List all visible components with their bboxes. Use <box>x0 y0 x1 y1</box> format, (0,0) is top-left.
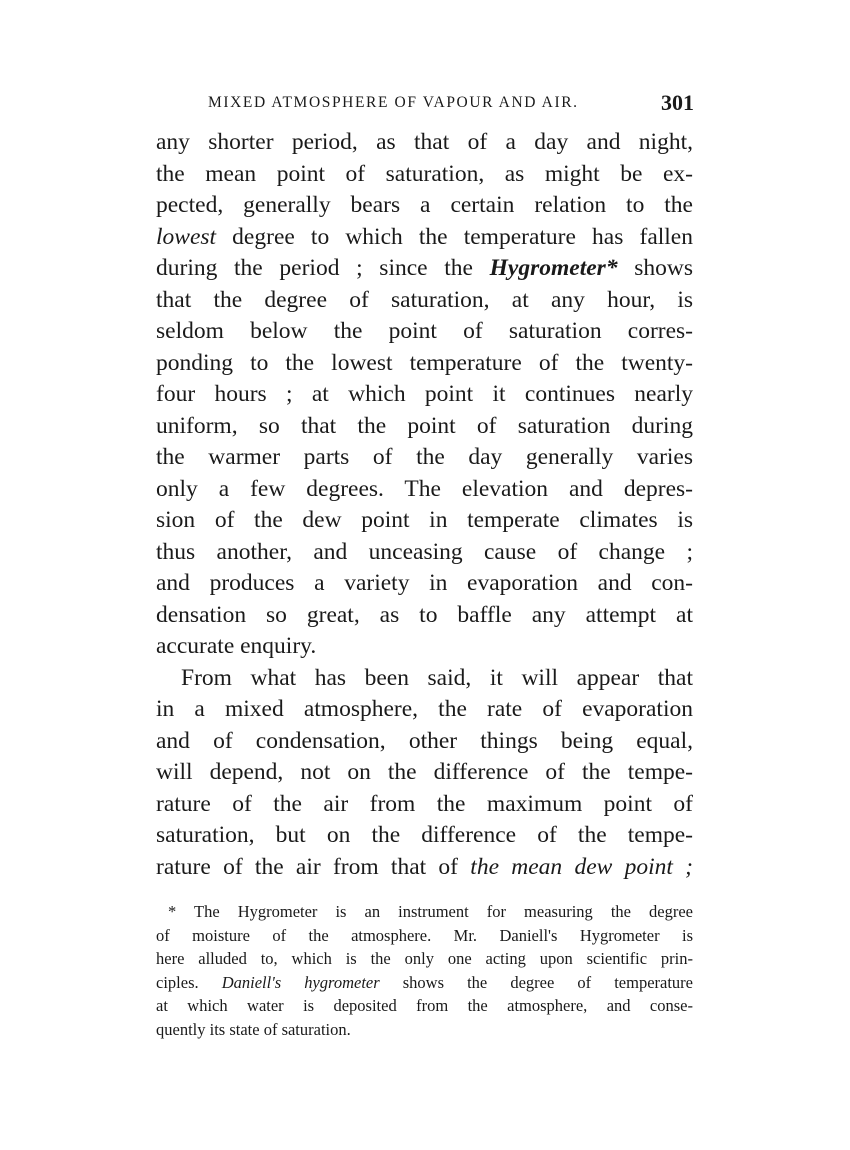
text-line: the mean point of saturation, as might be ex- <box>156 160 693 187</box>
text-line: rature of the air from that of the mean dew point ; <box>156 853 693 880</box>
footnote-line: ciples. Daniell's hygrometer shows the degree of temperature <box>156 972 693 992</box>
italic-emphasis: the mean dew point ; <box>470 853 693 880</box>
text-line: thus another, and unceasing cause of change ; <box>156 538 693 565</box>
italic-emphasis: Daniell's hygrometer <box>221 972 380 992</box>
footnote-line: at which water is deposited from the atmosphere, and conse- <box>156 996 693 1015</box>
text-line: pected, generally bears a certain relation to the <box>156 192 693 218</box>
paragraph-start-line: From what has been said, it will appear that <box>181 664 693 691</box>
italic-emphasis: lowest <box>156 223 217 250</box>
text-line: sion of the dew point in temperate climates is <box>156 507 693 533</box>
running-head <box>208 90 694 120</box>
text-line: lowest degree to which the temperature has fallen <box>156 223 693 250</box>
text-line: will depend, not on the difference of the tempe- <box>156 759 693 785</box>
page-number: 301 <box>661 90 694 115</box>
text-line: and of condensation, other things being equal, <box>156 727 693 754</box>
body-text <box>156 127 693 883</box>
text-line: in a mixed atmosphere, the rate of evaporation <box>156 696 693 722</box>
text-line: four hours ; at which point it continues nearly <box>156 381 693 407</box>
text-line: accurate enquiry. <box>156 633 317 659</box>
text-line: and produces a variety in evaporation and con- <box>156 570 693 596</box>
text-line: uniform, so that the point of saturation during <box>156 412 693 439</box>
footnote-line: quently its state of saturation. <box>156 1019 351 1039</box>
italic-emphasis: Hygrometer* <box>489 255 618 281</box>
footnote-line: * The Hygrometer is an instrument for measuring the degree <box>168 902 693 921</box>
footnote-line: of moisture of the atmosphere. Mr. Daniell's Hygrometer is <box>156 925 693 945</box>
text-line: during the period ; since the Hygrometer* shows <box>156 255 694 281</box>
text-line: the warmer parts of the day generally varies <box>156 444 693 470</box>
text-line: any shorter period, as that of a day and night, <box>156 129 693 155</box>
text-line: rature of the air from the maximum point of <box>156 790 693 817</box>
text-line: seldom below the point of saturation corres- <box>156 318 693 344</box>
footnote-line: here alluded to, which is the only one acting upon scientific prin- <box>156 949 693 968</box>
text-line: saturation, but on the difference of the tempe- <box>156 822 693 848</box>
text-line: only a few degrees. The elevation and depres- <box>156 475 693 502</box>
footnote <box>156 900 693 1041</box>
text-line: that the degree of saturation, at any hour, is <box>156 286 693 313</box>
running-title: MIXED ATMOSPHERE OF VAPOUR AND AIR. <box>208 94 579 111</box>
text-line: densation so great, as to baffle any attempt at <box>156 601 693 628</box>
text-line: ponding to the lowest temperature of the twenty- <box>156 349 693 376</box>
